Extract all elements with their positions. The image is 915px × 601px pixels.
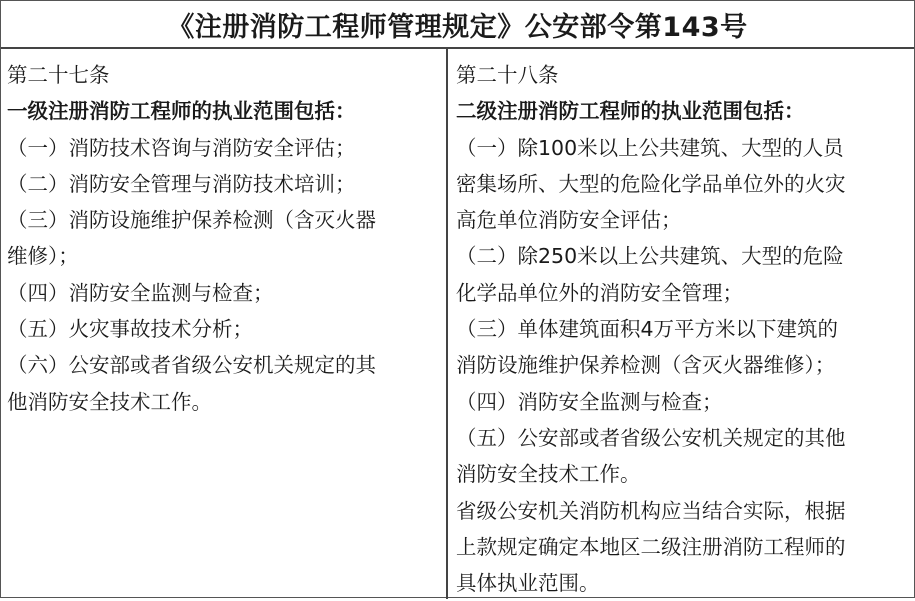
document-title: 《注册消防工程师管理规定》公安部令第143号 [1,1,914,49]
article-number: 第二十八条 [456,63,559,87]
table-body [1,49,914,599]
article-line: （一）除100米以上公共建筑、大型的人员 [456,135,844,160]
article-line: （三）消防设施维护保养检测（含灭火器 [7,208,376,233]
article-line: （四）消防安全监测与检查； [456,389,723,414]
article-number: 第二十七条 [7,63,110,87]
article-line: 高危单位消防安全评估； [456,208,682,233]
article-line: 具体执业范围。 [456,571,600,596]
article-line: 省级公安机关消防机构应当结合实际，根据 [456,498,846,523]
article-line: （二）消防安全管理与消防技术培训； [7,171,356,196]
article-27-column [1,49,448,599]
article-line: （一）消防技术咨询与消防安全评估； [7,135,356,160]
article-line: 他消防安全技术工作。 [7,389,212,414]
article-line: 密集场所、大型的危险化学品单位外的火灾 [456,171,846,196]
article-heading: 二级注册消防工程师的执业范围包括： [456,99,805,124]
article-line: （五）公安部或者省级公安机关规定的其他 [456,425,846,450]
article-line: 消防设施维护保养检测（含灭火器维修）； [456,353,836,378]
article-line: 维修）； [7,244,79,269]
article-line: （三）单体建筑面积4万平方米以下建筑的 [456,317,839,342]
article-line: （六）公安部或者省级公安机关规定的其 [7,353,376,378]
article-line: （四）消防安全监测与检查； [7,280,274,305]
article-line: （五）火灾事故技术分析； [7,317,253,342]
article-line: 化学品单位外的消防安全管理； [456,280,743,305]
article-heading: 一级注册消防工程师的执业范围包括： [7,99,356,124]
article-line: 上款规定确定本地区二级注册消防工程师的 [456,534,846,559]
article-line: 消防安全技术工作。 [456,462,641,487]
article-line: （二）除250米以上公共建筑、大型的危险 [456,244,844,269]
article-28-column [448,49,914,599]
